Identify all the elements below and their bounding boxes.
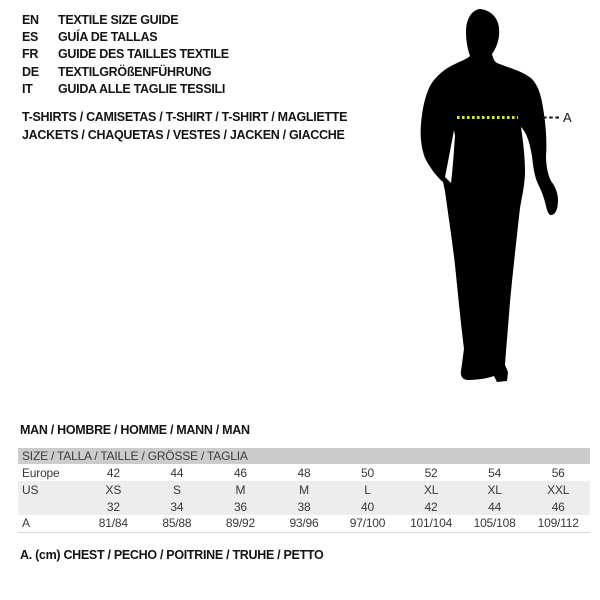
- size-value-cell: 81/84: [82, 515, 146, 532]
- size-value-cell: 42: [106, 465, 120, 480]
- garment-categories: [22, 110, 347, 145]
- size-value-cell: XXL: [547, 482, 570, 497]
- language-row: [22, 46, 229, 63]
- size-table-header: SIZE / TALLA / TAILLE / GRÖSSE / TAGLIA: [22, 449, 248, 463]
- row-label: Europe: [22, 465, 60, 480]
- table-row: [18, 515, 590, 532]
- language-title: GUIDE DES TAILLES TEXTILE: [58, 47, 229, 62]
- table-row: [18, 464, 590, 481]
- language-title: TEXTILGRÖßENFÜHRUNG: [58, 64, 212, 79]
- language-code: EN: [22, 12, 39, 27]
- size-value-cell: 109/112: [526, 515, 590, 532]
- size-value-cell: 46: [233, 465, 247, 480]
- measurement-label-a: A: [563, 110, 572, 125]
- category-jackets: JACKETS / CHAQUETAS / VESTES / JACKEN / GIACCHE: [22, 127, 345, 142]
- row-label: US: [22, 482, 39, 497]
- man-silhouette-shape: [421, 9, 558, 382]
- category-tshirts: T-SHIRTS / CAMISETAS / T-SHIRT / T-SHIRT / MAGLIETTE: [22, 110, 348, 124]
- size-value-cell: 42: [424, 499, 438, 514]
- table-row: [18, 498, 590, 515]
- size-value-cell: XL: [487, 482, 502, 497]
- language-code: FR: [22, 47, 39, 62]
- size-value-cell: 46: [551, 499, 565, 514]
- size-value-cell: 89/92: [209, 515, 273, 532]
- language-title: GUÍA DE TALLAS: [58, 30, 158, 45]
- size-value-cell: M: [235, 482, 246, 497]
- size-value-cell: XS: [105, 482, 122, 497]
- size-value-cell: 34: [170, 499, 184, 514]
- language-code: ES: [22, 30, 39, 45]
- size-value-cell: 44: [170, 465, 184, 480]
- size-value-cell: 38: [297, 499, 311, 514]
- size-table: [18, 448, 590, 533]
- size-table-body: [18, 464, 590, 532]
- size-value-cell: 40: [361, 499, 374, 514]
- language-title: GUIDA ALLE TAGLIE TESSILI: [58, 82, 226, 97]
- language-list: [22, 11, 229, 98]
- size-value-cell: 93/96: [272, 515, 336, 532]
- size-value-cell: S: [172, 482, 181, 497]
- language-row: [22, 81, 229, 98]
- size-value-cell: 52: [424, 465, 438, 480]
- size-table-head: [18, 448, 590, 464]
- size-value-cell: 97/100: [336, 515, 400, 532]
- size-value-cell: L: [364, 482, 371, 497]
- man-silhouette-figure: [395, 0, 600, 400]
- size-value-cell: 56: [551, 465, 565, 480]
- table-row: [18, 481, 590, 498]
- size-value-cell: M: [299, 482, 309, 497]
- row-label: A: [18, 515, 82, 532]
- language-code: DE: [22, 64, 39, 79]
- language-row: [22, 11, 229, 28]
- size-value-cell: 85/88: [145, 515, 209, 532]
- language-title: TEXTILE SIZE GUIDE: [58, 12, 179, 27]
- size-value-cell: 48: [297, 465, 311, 480]
- language-code: IT: [22, 82, 33, 97]
- size-value-cell: 101/104: [399, 515, 463, 532]
- size-value-cell: 54: [488, 465, 502, 480]
- size-value-cell: 36: [233, 499, 247, 514]
- man-silhouette-svg: [395, 0, 600, 400]
- size-value-cell: 44: [488, 499, 502, 514]
- size-value-cell: 32: [106, 499, 120, 514]
- size-value-cell: XL: [423, 482, 439, 497]
- gender-label: MAN / HOMBRE / HOMME / MANN / MAN: [20, 423, 250, 437]
- row-label: [18, 498, 82, 515]
- size-value-cell: 50: [361, 465, 374, 480]
- measurement-footnote: A. (cm) CHEST / PECHO / POITRINE / TRUHE / PETTO: [20, 548, 324, 562]
- size-value-cell: 105/108: [463, 515, 527, 532]
- size-table-header-row: [18, 448, 590, 464]
- language-row: [22, 28, 229, 45]
- language-row: [22, 63, 229, 80]
